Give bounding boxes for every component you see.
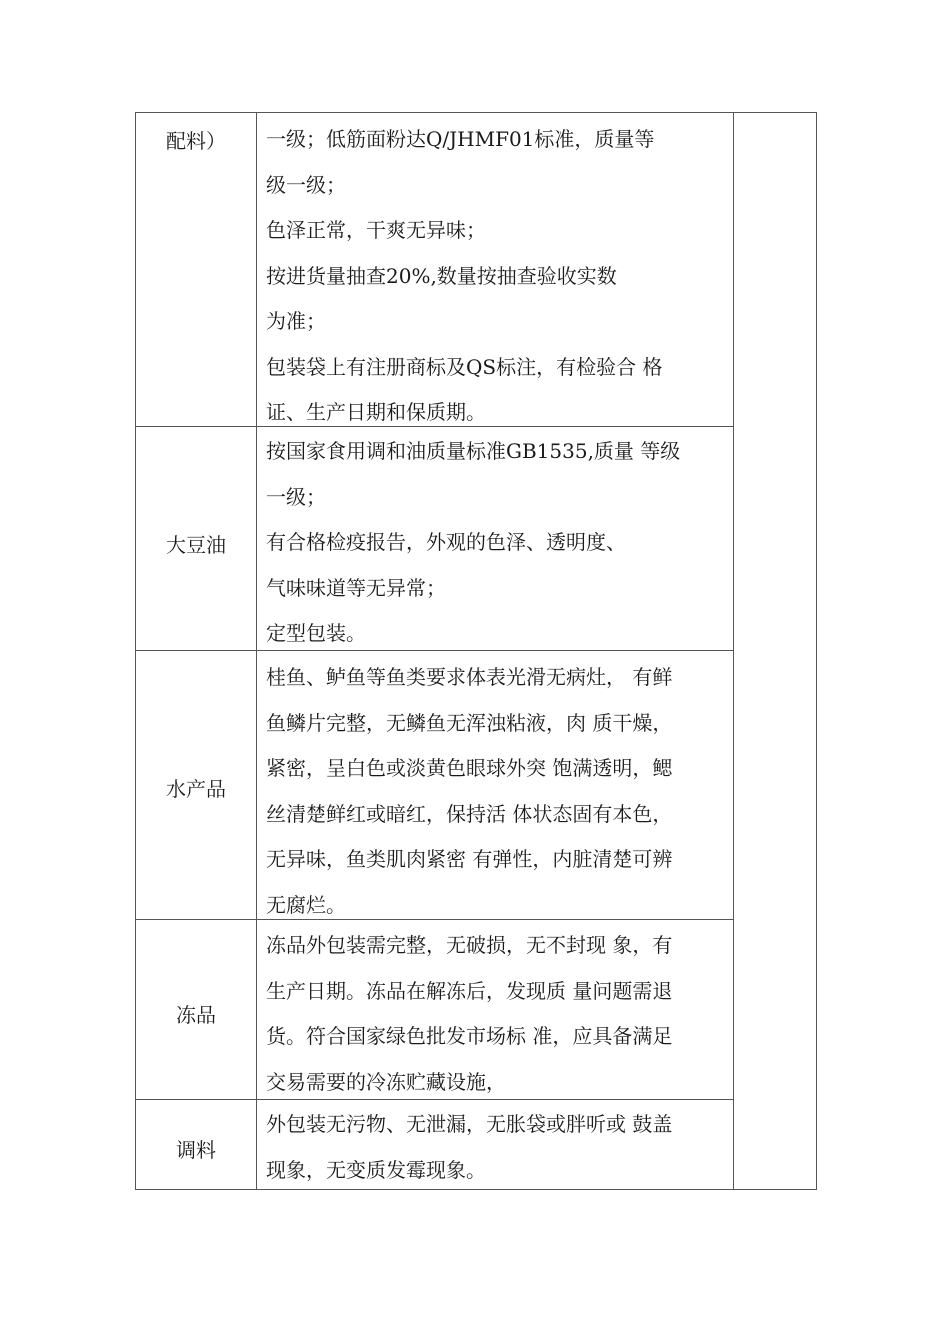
requirement-text xyxy=(266,117,733,426)
table-row xyxy=(136,920,733,1099)
text-line: 丝清楚鲜红或暗红，保持活 体状态固有本色， xyxy=(266,801,673,826)
category-label: 大豆油 xyxy=(166,533,226,557)
text-line: 证、生产日期和保质期。 xyxy=(266,400,486,424)
text-line: 桂鱼、鲈鱼等鱼类要求体表光滑无病灶， 有鲜 xyxy=(266,665,673,689)
category-label: 冻品 xyxy=(176,1003,216,1027)
category-label: 调料 xyxy=(176,1138,216,1162)
table-row xyxy=(136,427,733,650)
requirement-text xyxy=(266,655,733,919)
text-line: 按国家食用调和油质量标准GB1535,质量 等级 xyxy=(266,439,681,463)
text-line: 冻品外包装需完整，无破损，无不封现 象，有 xyxy=(266,933,673,957)
text-line: 外包装无污物、无泄漏，无胀袋或胖听或 鼓盖 xyxy=(266,1112,673,1136)
text-line: 一级； xyxy=(266,484,326,509)
category-label: 配料） xyxy=(166,129,226,153)
requirement-text xyxy=(266,1102,733,1190)
text-line: 紧密，呈白色或淡黄色眼球外突 饱满透明，鳃 xyxy=(266,756,673,780)
text-line: 气味味道等无异常； xyxy=(266,575,446,600)
table-row xyxy=(136,113,733,426)
text-line: 级一级； xyxy=(266,172,346,197)
requirement-text xyxy=(266,429,733,650)
text-line: 交易需要的冷冻贮藏设施， xyxy=(266,1069,506,1094)
text-line: 为准； xyxy=(266,309,326,333)
text-line: 一级；低筋面粉达Q/JHMF01标准，质量等 xyxy=(266,127,655,151)
text-line: 鱼鳞片完整，无鳞鱼无浑浊粘液，肉 质干燥， xyxy=(266,710,673,735)
text-line: 现象，无变质发霉现象。 xyxy=(266,1157,486,1182)
table-row xyxy=(136,651,733,919)
text-line: 无腐烂。 xyxy=(266,892,346,917)
text-line: 色泽正常，干爽无异味； xyxy=(266,218,486,242)
text-line: 按进货量抽查20%,数量按抽查验收实数 xyxy=(266,263,617,288)
text-line: 生产日期。冻品在解冻后，发现质 量问题需退 xyxy=(266,978,673,1003)
column-divider xyxy=(733,113,734,1189)
requirement-text xyxy=(266,923,733,1099)
category-label: 水产品 xyxy=(166,777,226,801)
table-row xyxy=(136,1100,733,1190)
text-line: 定型包装。 xyxy=(266,621,366,645)
text-line: 货。符合国家绿色批发市场标 准，应具备满足 xyxy=(266,1024,673,1048)
text-line: 包装袋上有注册商标及QS标注，有检验合 格 xyxy=(266,354,663,379)
inspection-table xyxy=(135,112,817,1190)
text-line: 无异味，鱼类肌肉紧密 有弹性，内脏清楚可辨 xyxy=(266,847,673,871)
text-line: 有合格检疫报告，外观的色泽、透明度、 xyxy=(266,530,626,554)
